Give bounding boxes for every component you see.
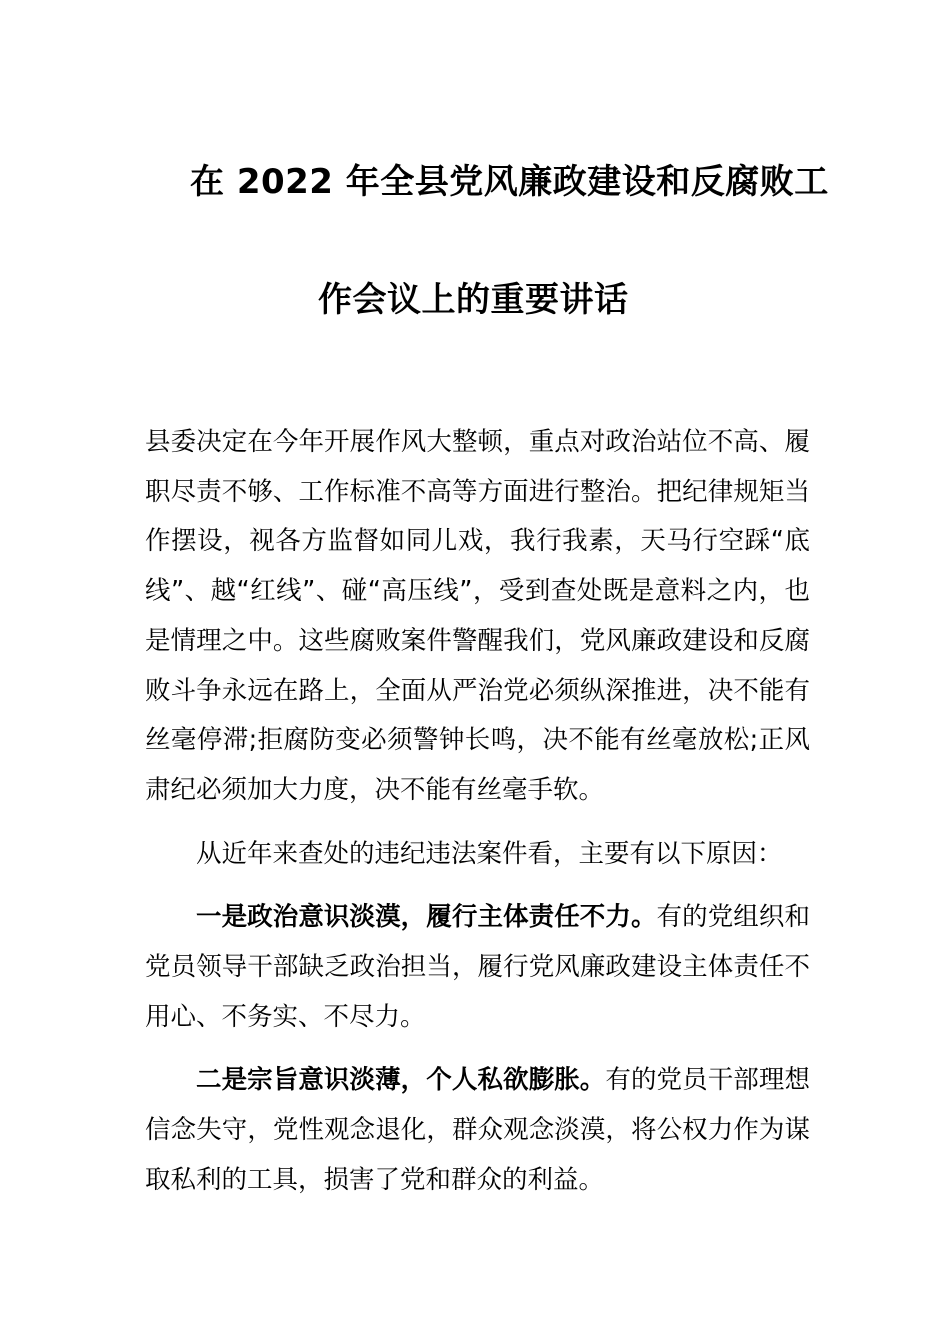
document-title-line-1: 在 2022 年全县党风廉政建设和反腐败工 xyxy=(190,162,829,202)
paragraph-4-text: 有的党员干部理想信念失守，党性观念退化，群众观念淡漠，将公权力作为谋取私利的工具，损害了党和群众的利益。 xyxy=(145,1065,810,1195)
paragraph-1 xyxy=(145,418,810,816)
paragraph-4 xyxy=(145,1056,810,1205)
paragraph-2 xyxy=(145,830,810,880)
paragraph-3 xyxy=(145,893,810,1042)
paragraph-2-text: 从近年来查处的违纪违法案件看，主要有以下原因： xyxy=(196,838,783,869)
paragraph-3-text: 有的党组织和党员领导干部缺乏政治担当，履行党风廉政建设主体责任不用心、不务实、不尽力。 xyxy=(145,902,810,1032)
paragraph-4-lead: 二是宗旨意识淡薄，个人私欲膨胀。 xyxy=(196,1065,606,1096)
document-body xyxy=(145,418,810,1206)
paragraph-3-lead: 一是政治意识淡漠，履行主体责任不力。 xyxy=(196,902,657,933)
document-title-line-2: 作会议上的重要讲话 xyxy=(318,280,629,320)
paragraph-1-text: 县委决定在今年开展作风大整顿，重点对政治站位不高、履职尽责不够、工作标准不高等方面进行整治。把纪律规矩当作摆设，视各方监督如同儿戏，我行我素，天马行空踩“底线”、越“红线”、碰“高压线”，受到查处既是意料之内，也是情理之中。这些腐败案件警醒我们，党风廉政建设和反腐败斗争永远在路上，全面从严治党必须纵深推进，决不能有丝毫停滞;拒腐防变必须警钟长鸣，决不能有丝毫放松;正风肃纪必须加大力度，决不能有丝毫手软。 xyxy=(145,427,810,805)
